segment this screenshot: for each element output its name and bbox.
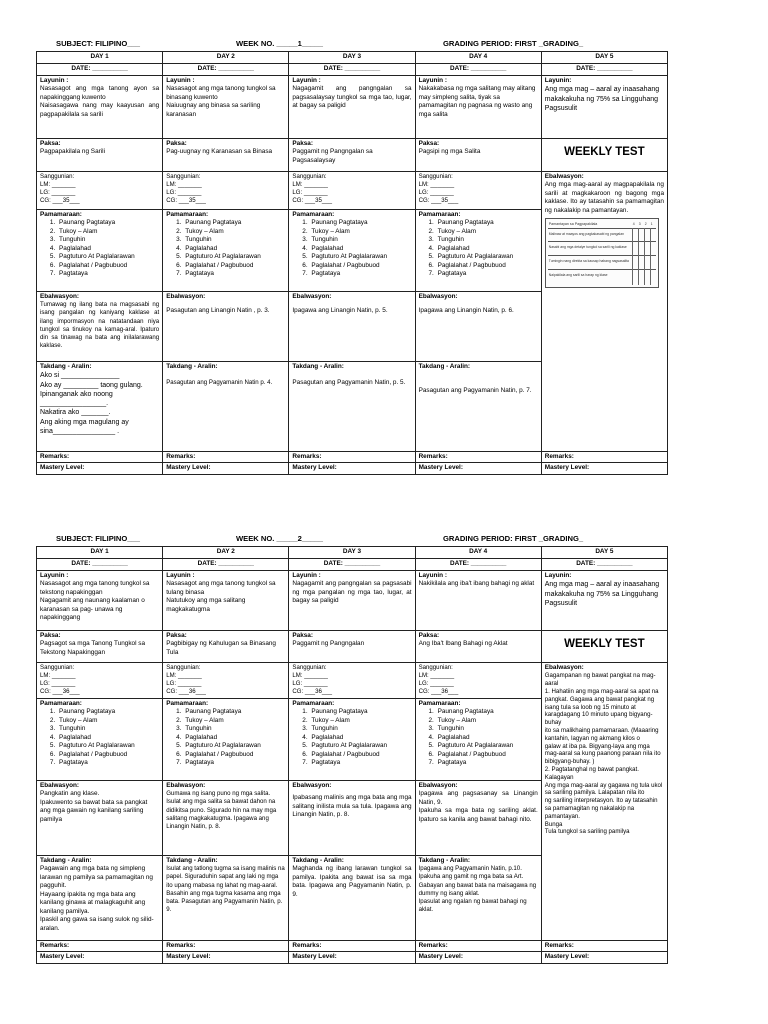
remarks-field: Remarks:: [289, 941, 415, 952]
cg-ref: CG: ___35___: [292, 197, 333, 205]
takdang-aralin-text: Ako si _______________ Ako ay _________ taong gulang. Ipinanganak ako noong _________________. Nakatira ako _______. Ang aking mga magulang ay sina________________ .: [40, 372, 143, 435]
day-header: DAY 2: [163, 52, 289, 64]
sanggunian-cell: [37, 172, 163, 210]
weekly-test-title: WEEKLY TEST: [564, 146, 645, 158]
evaluation-label: Ebalwasyon:: [544, 664, 584, 671]
paksa-label: Paksa:: [40, 632, 61, 639]
method-item: 6. Paglalahat / Pagbubuod: [183, 262, 285, 270]
method-item: 4. Paglalahad: [309, 734, 411, 742]
method-item: 7. Pagtataya: [57, 759, 159, 767]
ebalwasyon-cell: [289, 781, 415, 856]
method-item: 5. Pagtuturo At Paglalarawan: [57, 742, 159, 750]
method-item: 1. Paunang Pagtataya: [183, 708, 285, 716]
method-item: 4. Paglalahad: [436, 245, 538, 253]
layunin-cell: [37, 571, 163, 631]
lm-ref: LM: _______: [292, 672, 328, 680]
lg-ref: LG: _______: [166, 189, 202, 197]
remarks-field: Remarks:: [541, 941, 667, 952]
layunin-text: Nasasagot ang mga tanong tungkol sa tekstong napakinggan Nagagamit ang naunang kaalaman o karanasan sa pag- unawa ng napakinggang: [40, 580, 150, 622]
lm-ref: LM: _______: [166, 672, 202, 680]
date-field: DATE: __________: [415, 559, 541, 571]
week-number: WEEK NO. _____1_____: [236, 39, 323, 48]
takdang-aralin-cell: [163, 856, 289, 941]
cg-ref: CG: ___35___: [418, 197, 459, 205]
lm-ref: LM: _______: [292, 181, 328, 189]
day-header: DAY 3: [289, 547, 415, 559]
takdang-aralin-text: Pagawain ang mga bata ng simpleng larawan ng pamilya sa pamamagitan ng pagguhit. Hayaang ipakita ng mga bata ang kanilang ginawa at malagkaguhit ang kanilang pamilya. Ipaskil ang gawa sa isang sulok ng silid-aralan.: [40, 865, 154, 932]
ebalwasyon-cell: [163, 292, 289, 362]
rubric-row: Tumingin nang direkta sa kausap habang nagsasalita: [548, 259, 629, 264]
date-field: DATE: __________: [37, 559, 163, 571]
sanggunian-label: Sanggunian:: [292, 173, 327, 180]
lm-ref: LM: _______: [40, 181, 76, 189]
day-header: DAY 4: [415, 52, 541, 64]
paksa-label: Paksa:: [418, 632, 440, 639]
layunin-label: Layunin :: [292, 572, 321, 579]
takdang-aralin-cell: [289, 362, 415, 452]
layunin-cell: [163, 76, 289, 139]
takdang-aralin-label: Takdang - Aralin:: [292, 857, 344, 864]
method-item: 2. Tukoy – Alam: [57, 228, 159, 236]
layunin-label: Layunin :: [166, 572, 195, 579]
rubric-score: 4: [632, 222, 635, 227]
paksa-text: Paggamit ng Pangngalan sa Pagsasalaysay: [292, 148, 373, 164]
grading-period: GRADING PERIOD: FIRST _GRADING_: [443, 534, 584, 543]
paksa-cell: [415, 139, 541, 172]
layunin-text: Nagagamit ang pangngalan sa pagsasalaysay tungkol sa mga tao, lugar, at bagay sa paligid: [292, 85, 412, 110]
method-item: 4. Paglalahad: [309, 245, 411, 253]
remarks-field: Remarks:: [541, 452, 667, 463]
lesson-plan-table: [36, 546, 668, 964]
layunin-text: Nasasagot ang mga tanong tungkol sa tulang binasa Natutukoy ang mga salitang magkakatugma: [166, 580, 276, 613]
sanggunian-cell: [289, 172, 415, 210]
layunin-label: Layunin :: [40, 77, 69, 84]
pamamaraan-label: Pamamaraan:: [40, 211, 82, 218]
takdang-aralin-text: Pasagutan ang Pagyamanin Natin, p. 5.: [292, 379, 406, 387]
pamamaraan-cell: [289, 699, 415, 781]
method-item: 2. Tukoy – Alam: [309, 717, 411, 725]
takdang-aralin-cell: [37, 362, 163, 452]
lg-ref: LG: _______: [40, 189, 76, 197]
pamamaraan-cell: [37, 699, 163, 781]
methods-list: [419, 708, 538, 767]
week-2-header: [36, 533, 668, 546]
pamamaraan-label: Pamamaraan:: [40, 700, 82, 707]
pamamaraan-label: Pamamaraan:: [166, 700, 209, 707]
sanggunian-cell: [163, 172, 289, 210]
rubric-row: Naipakilala ang sarili sa harap ng klase: [548, 273, 608, 278]
sanggunian-label: Sanggunian:: [418, 173, 453, 180]
paksa-label: Paksa:: [292, 140, 313, 147]
rubric-score: 2: [644, 222, 647, 227]
method-item: 6. Paglalahat / Pagbubuod: [57, 262, 159, 270]
lg-ref: LG: _______: [166, 680, 202, 688]
method-item: 6. Paglalahat / Pagbubuod: [436, 751, 538, 759]
lm-ref: LM: _______: [166, 181, 202, 189]
method-item: 5. Pagtuturo At Paglalarawan: [309, 253, 411, 261]
takdang-aralin-cell: [289, 856, 415, 941]
method-item: 1. Paunang Pagtataya: [57, 708, 159, 716]
ebalwasyon-text: Pasagutan ang Linangin Natin , p. 3.: [166, 307, 270, 315]
ebalwasyon-text: Tumawag ng ilang bata na magsasabi ng isang pangalan ng kaniyang kaklase at ilang impormasyon na natatandaan niya tungkol sa tinukoy na kamag-aral. Ipaturo din sa tinawag na bata ang inilalarawang kaklase.: [40, 301, 160, 349]
method-item: 1. Paunang Pagtataya: [309, 219, 411, 227]
date-field: DATE: __________: [289, 64, 415, 76]
method-item: 4. Paglalahad: [436, 734, 538, 742]
ebalwasyon-cell: [415, 292, 541, 362]
lm-ref: LM: _______: [418, 672, 455, 680]
sanggunian-cell: [37, 663, 163, 699]
layunin-text: Nasasagot ang mga tanong ayon sa napakinggang kuwento Naisasagawa nang may kaayusan ang pagpapakilala sa sarili: [40, 85, 160, 118]
layunin-label: Layunin :: [166, 77, 195, 84]
pamamaraan-label: Pamamaraan:: [292, 211, 335, 218]
day5-evaluation-cell: [541, 663, 667, 941]
cg-ref: CG: ___36___: [166, 688, 206, 696]
method-item: 6. Paglalahat / Pagbubuod: [436, 262, 538, 270]
layunin-cell: [163, 571, 289, 631]
takdang-aralin-text: Ipagawa ang Pagyamanin Natin, p.10. Ipakuha ang gamit ng mga bata sa Art. Gabayan ang bawat bata na maisagawa ng dummy ng isang aklat. Ipasulat ang ngalan ng bawat bahagi ng aklat.: [418, 865, 537, 913]
mastery-level-field: Mastery Level:: [37, 463, 163, 474]
sanggunian-label: Sanggunian:: [40, 173, 75, 180]
ebalwasyon-cell: [37, 292, 163, 362]
method-item: 4. Paglalahad: [183, 734, 285, 742]
layunin-cell: [289, 571, 415, 631]
ebalwasyon-label: Ebalwasyon:: [292, 782, 332, 789]
ebalwasyon-label: Ebalwasyon:: [166, 782, 206, 789]
remarks-field: Remarks:: [163, 941, 289, 952]
method-item: 6. Paglalahat / Pagbubuod: [183, 751, 285, 759]
rubric-thumbnail: [545, 218, 659, 288]
ebalwasyon-cell: [37, 781, 163, 856]
method-item: 7. Pagtataya: [183, 759, 285, 767]
takdang-aralin-label: Takdang - Aralin:: [292, 363, 344, 370]
pamamaraan-label: Pamamaraan:: [418, 700, 461, 707]
paksa-label: Paksa:: [166, 140, 187, 147]
layunin-cell: [415, 571, 541, 631]
method-item: 3. Tunguhin: [436, 725, 538, 733]
sanggunian-label: Sanggunian:: [418, 664, 453, 671]
paksa-label: Paksa:: [418, 140, 440, 147]
evaluation-label: Ebalwasyon:: [544, 173, 584, 180]
mastery-level-field: Mastery Level:: [163, 952, 289, 963]
cg-ref: CG: ___36___: [292, 688, 333, 696]
day-header: DAY 4: [415, 547, 541, 559]
ebalwasyon-label: Ebalwasyon:: [166, 293, 206, 300]
ebalwasyon-label: Ebalwasyon:: [292, 293, 332, 300]
methods-list: [40, 219, 159, 278]
method-item: 3. Tunguhin: [309, 725, 411, 733]
sanggunian-cell: [415, 663, 541, 699]
layunin-text: Nasasagot ang mga tanong tungkol sa binasang kuwento Naiuugnay ang binasa sa sariling karanasan: [166, 85, 276, 118]
paksa-text: Pagbibigay ng Kahulugan sa Binasang Tula: [166, 640, 276, 656]
lesson-plan-table: [36, 51, 668, 475]
method-item: 5. Pagtuturo At Paglalarawan: [183, 742, 285, 750]
rubric-score: 1: [650, 222, 653, 227]
mastery-level-field: Mastery Level:: [415, 463, 541, 474]
ebalwasyon-text: Ipagawa ang pagsasanay sa Linangin Natin, 9. Ipakuha sa mga bata ng sariling aklat. Ipaturo sa kanila ang bawat bahagi nito.: [418, 790, 538, 823]
weekly-test-cell: [541, 139, 667, 172]
method-item: 7. Pagtataya: [309, 270, 411, 278]
method-item: 6. Paglalahat / Pagbubuod: [57, 751, 159, 759]
rubric-title: Pamantayan sa Pagpapakilala: [548, 222, 598, 227]
layunin-cell: [541, 571, 667, 631]
method-item: 5. Pagtuturo At Paglalarawan: [183, 253, 285, 261]
pamamaraan-label: Pamamaraan:: [418, 211, 461, 218]
lg-ref: LG: _______: [292, 189, 328, 197]
date-field: DATE: __________: [541, 64, 667, 76]
sanggunian-cell: [415, 172, 541, 210]
paksa-text: Pag-uugnay ng Karanasan sa Binasa: [166, 148, 273, 156]
mastery-level-field: Mastery Level:: [415, 952, 541, 963]
layunin-cell: [289, 76, 415, 139]
paksa-cell: [289, 139, 415, 172]
mastery-level-field: Mastery Level:: [541, 463, 667, 474]
subject-label: SUBJECT: FILIPINO___: [56, 39, 140, 48]
cg-ref: CG: ___35___: [166, 197, 206, 205]
takdang-aralin-text: Maghanda ng ibang larawan tungkol sa pamilya. Ipakita ang bawat isa sa mga bata. Ipagawa ang Pagyamanin Natin, p. 9.: [292, 865, 412, 898]
lg-ref: LG: _______: [40, 680, 76, 688]
takdang-aralin-cell: [163, 362, 289, 452]
mastery-level-field: Mastery Level:: [163, 463, 289, 474]
takdang-aralin-label: Takdang - Aralin:: [40, 363, 92, 370]
rubric-score: 3: [638, 222, 641, 227]
method-item: 7. Pagtataya: [57, 270, 159, 278]
takdang-aralin-text: Pasagutan ang Pagyamanin Natin p. 4.: [166, 379, 273, 387]
method-item: 1. Paunang Pagtataya: [57, 219, 159, 227]
method-item: 3. Tunguhin: [183, 236, 285, 244]
paksa-label: Paksa:: [166, 632, 187, 639]
layunin-text: Ang mga mag – aaral ay inaasahang makakakuha ng 75% sa Lingguhang Pagsusulit: [544, 581, 660, 607]
takdang-aralin-cell: [415, 362, 541, 452]
remarks-field: Remarks:: [37, 452, 163, 463]
method-item: 6. Paglalahat / Pagbubuod: [309, 751, 411, 759]
method-item: 7. Pagtataya: [309, 759, 411, 767]
pamamaraan-cell: [415, 699, 541, 781]
method-item: 5. Pagtuturo At Paglalarawan: [57, 253, 159, 261]
ebalwasyon-text: Pangkatin ang klase. Ipakuwento sa bawat bata sa pangkat ang mga gawain ng kanilang sariling pamilya: [40, 790, 148, 823]
lg-ref: LG: _______: [292, 680, 328, 688]
pamamaraan-cell: [37, 210, 163, 292]
method-item: 3. Tunguhin: [57, 725, 159, 733]
date-field: DATE: __________: [541, 559, 667, 571]
paksa-label: Paksa:: [292, 632, 313, 639]
cg-ref: CG: ___35___: [40, 197, 80, 205]
ebalwasyon-text: Gumawa ng isang puno ng mga salita. Isulat ang mga salita sa bawat dahon na didikitsa puno. Sigurado hin na may mga salitang magkakatugma. Ipagawa ang Linangin Natin, p. 8.: [166, 790, 277, 830]
date-field: DATE: __________: [415, 64, 541, 76]
layunin-text: Nakikilala ang iba't ibang bahagi ng aklat: [418, 580, 535, 588]
method-item: 6. Paglalahat / Pagbubuod: [309, 262, 411, 270]
cg-ref: CG: ___36___: [40, 688, 80, 696]
layunin-cell: [415, 76, 541, 139]
day-header: DAY 5: [541, 52, 667, 64]
day-header: DAY 3: [289, 52, 415, 64]
method-item: 4. Paglalahad: [183, 245, 285, 253]
layunin-text: Nagagamit ang pangngalan sa pagsasabi ng mga pangalan ng mga tao, lugar, at bagay sa paligid: [292, 580, 412, 605]
ebalwasyon-cell: [415, 781, 541, 856]
sanggunian-label: Sanggunian:: [166, 664, 201, 671]
method-item: 2. Tukoy – Alam: [436, 228, 538, 236]
ebalwasyon-text: Ipagawa ang Linangin Natin, p. 5.: [292, 307, 388, 315]
method-item: 5. Pagtuturo At Paglalarawan: [436, 742, 538, 750]
takdang-aralin-cell: [37, 856, 163, 941]
methods-list: [292, 219, 411, 278]
takdang-aralin-label: Takdang - Aralin:: [166, 363, 218, 370]
ebalwasyon-label: Ebalwasyon:: [418, 782, 458, 789]
method-item: 1. Paunang Pagtataya: [436, 708, 538, 716]
layunin-text: Ang mga mag – aaral ay inaasahang makakakuha ng 75% sa Lingguhang Pagsusulit: [544, 86, 660, 112]
methods-list: [292, 708, 411, 767]
lg-ref: LG: _______: [418, 189, 454, 197]
layunin-label: Layunin :: [418, 572, 447, 579]
evaluation-text: Ang mga mag-aaral ay magpapakilala ng sarili at magkakaroon ng bagong mga kaklase. Ito ay tatasahin sa pamamagitan ng nakalakip na pamantayan.: [544, 181, 664, 214]
paksa-text: Ang Iba't Ibang Bahagi ng Aklat: [418, 640, 508, 648]
remarks-field: Remarks:: [163, 452, 289, 463]
grading-period: GRADING PERIOD: FIRST _GRADING_: [443, 39, 584, 48]
ebalwasyon-cell: [289, 292, 415, 362]
lm-ref: LM: _______: [40, 672, 76, 680]
method-item: 3. Tunguhin: [57, 236, 159, 244]
date-field: DATE: __________: [289, 559, 415, 571]
weekly-test-cell: [541, 631, 667, 663]
week-number: WEEK NO. _____2_____: [236, 534, 323, 543]
paksa-label: Paksa:: [40, 140, 61, 147]
method-item: 2. Tukoy – Alam: [309, 228, 411, 236]
paksa-cell: [289, 631, 415, 663]
remarks-field: Remarks:: [289, 452, 415, 463]
evaluation-text: Gagampanan ng bawat pangkat na mag-aaral 1. Hahatiin ang mga mag-aaral sa apat na pangkat. Gagawa ang bawat pangkat ng isang tula sa loob ng 15 minuto at karagdagang 10 minuto upang bigyang-buhay ito sa malikhaing pamamaraan. (Maaaring kantahin, lagyan ng akmang kilos o galaw at iba pa. Bigyang-laya ang mga mag-aaral sa kung paanong paraan nila ito bibigyang-buhay. ) 2. Pagtatanghal ng bawat pangkat. Kalagayan Ang mga mag-aaral ay gagawa ng tula ukol sa sariling pamilya. Lalapatan nila ito ng sariling interpretasyon. Ito ay tatasahin sa pamamagitan ng nakalakip na pamantayan. Bunga Tula tungkol sa sariling pamilya: [544, 672, 663, 836]
day-header: DAY 1: [37, 547, 163, 559]
day-header: DAY 2: [163, 547, 289, 559]
method-item: 7. Pagtataya: [436, 759, 538, 767]
takdang-aralin-text: Pasagutan ang Pagyamanin Natin, p. 7.: [418, 387, 532, 395]
paksa-text: Pagsagot sa mga Tanong Tungkol sa Tekstong Napakinggan: [40, 640, 146, 656]
date-field: DATE: __________: [163, 559, 289, 571]
paksa-cell: [163, 139, 289, 172]
day5-evaluation-cell: [541, 172, 667, 452]
method-item: 7. Pagtataya: [436, 270, 538, 278]
week-1-header: [36, 38, 668, 51]
pamamaraan-cell: [415, 210, 541, 292]
day-header: DAY 1: [37, 52, 163, 64]
paksa-cell: [415, 631, 541, 663]
week-2-plan: [36, 533, 668, 964]
paksa-cell: [37, 139, 163, 172]
paksa-cell: [37, 631, 163, 663]
layunin-cell: [541, 76, 667, 139]
ebalwasyon-text: Ipabasang malinis ang mga bata ang mga salitang inilista mula sa tula. Ipagawa ang Linangin Natin, p. 8.: [292, 794, 412, 819]
paksa-cell: [163, 631, 289, 663]
remarks-field: Remarks:: [415, 452, 541, 463]
sanggunian-cell: [163, 663, 289, 699]
ebalwasyon-cell: [163, 781, 289, 856]
pamamaraan-cell: [289, 210, 415, 292]
subject-label: SUBJECT: FILIPINO___: [56, 534, 140, 543]
method-item: 3. Tunguhin: [183, 725, 285, 733]
rubric-row: Nasabi ang mga detalye tungkol sa sarili ng kaklase: [548, 245, 627, 250]
paksa-text: Paggamit ng Pangngalan: [292, 640, 365, 648]
method-item: 7. Pagtataya: [183, 270, 285, 278]
paksa-text: Pagpapakilala ng Sarili: [40, 148, 106, 156]
paksa-text: Pagsipi ng mga Salita: [418, 148, 481, 156]
layunin-label: Layunin :: [292, 77, 321, 84]
cg-ref: CG: ___36___: [418, 688, 459, 696]
date-field: DATE: __________: [37, 64, 163, 76]
mastery-level-field: Mastery Level:: [289, 463, 415, 474]
sanggunian-cell: [289, 663, 415, 699]
day-header: DAY 5: [541, 547, 667, 559]
ebalwasyon-text: Ipagawa ang Linangin Natin, p. 6.: [418, 307, 514, 315]
pamamaraan-cell: [163, 699, 289, 781]
layunin-label: Layunin :: [418, 77, 447, 84]
method-item: 5. Pagtuturo At Paglalarawan: [309, 742, 411, 750]
methods-list: [40, 708, 159, 767]
mastery-level-field: Mastery Level:: [289, 952, 415, 963]
takdang-aralin-text: Isulat ang tatlong tugma sa isang malinis na papel. Siguraduhin sapat ang laki ng mga ito upang mabasa ng lahat ng mag-aaral. Basahin ang mga tugma kasama ang mga bata. Pasagutan ang Pagyamanin Natin, p. 9.: [166, 865, 285, 913]
method-item: 1. Paunang Pagtataya: [309, 708, 411, 716]
method-item: 1. Paunang Pagtataya: [436, 219, 538, 227]
takdang-aralin-label: Takdang - Aralin:: [166, 857, 218, 864]
lg-ref: LG: _______: [418, 680, 454, 688]
method-item: 1. Paunang Pagtataya: [183, 219, 285, 227]
layunin-cell: [37, 76, 163, 139]
week-1-plan: [36, 38, 668, 475]
layunin-label: Layunin :: [40, 572, 69, 579]
pamamaraan-label: Pamamaraan:: [292, 700, 335, 707]
sanggunian-label: Sanggunian:: [40, 664, 75, 671]
mastery-level-field: Mastery Level:: [37, 952, 163, 963]
remarks-field: Remarks:: [415, 941, 541, 952]
date-field: DATE: __________: [163, 64, 289, 76]
sanggunian-label: Sanggunian:: [166, 173, 201, 180]
method-item: 4. Paglalahad: [57, 245, 159, 253]
ebalwasyon-label: Ebalwasyon:: [40, 293, 80, 300]
method-item: 4. Paglalahad: [57, 734, 159, 742]
method-item: 2. Tukoy – Alam: [183, 717, 285, 725]
method-item: 3. Tunguhin: [309, 236, 411, 244]
takdang-aralin-label: Takdang - Aralin:: [418, 857, 471, 864]
takdang-aralin-label: Takdang - Aralin:: [418, 363, 471, 370]
layunin-label: Layunin:: [544, 572, 572, 579]
pamamaraan-cell: [163, 210, 289, 292]
methods-list: [166, 708, 285, 767]
weekly-test-title: WEEKLY TEST: [564, 638, 645, 650]
ebalwasyon-label: Ebalwasyon:: [418, 293, 458, 300]
lm-ref: LM: _______: [418, 181, 455, 189]
pamamaraan-label: Pamamaraan:: [166, 211, 209, 218]
method-item: 5. Pagtuturo At Paglalarawan: [436, 253, 538, 261]
layunin-text: Nakakabasa ng mga salitang may alitang may simpleng salita, tiyak sa pamamagitan ng pagnasa ng wasto ang mga salita: [418, 85, 536, 118]
method-item: 3. Tunguhin: [436, 236, 538, 244]
sanggunian-label: Sanggunian:: [292, 664, 327, 671]
method-item: 2. Tukoy – Alam: [57, 717, 159, 725]
mastery-level-field: Mastery Level:: [541, 952, 667, 963]
method-item: 2. Tukoy – Alam: [183, 228, 285, 236]
takdang-aralin-label: Takdang - Aralin:: [40, 857, 92, 864]
rubric-row: Malinaw at maayos ang pagkakasabi ng pangalan: [548, 232, 624, 237]
method-item: 2. Tukoy – Alam: [436, 717, 538, 725]
layunin-label: Layunin:: [544, 77, 572, 84]
ebalwasyon-label: Ebalwasyon:: [40, 782, 80, 789]
takdang-aralin-cell: [415, 856, 541, 941]
methods-list: [419, 219, 538, 278]
remarks-field: Remarks:: [37, 941, 163, 952]
methods-list: [166, 219, 285, 278]
